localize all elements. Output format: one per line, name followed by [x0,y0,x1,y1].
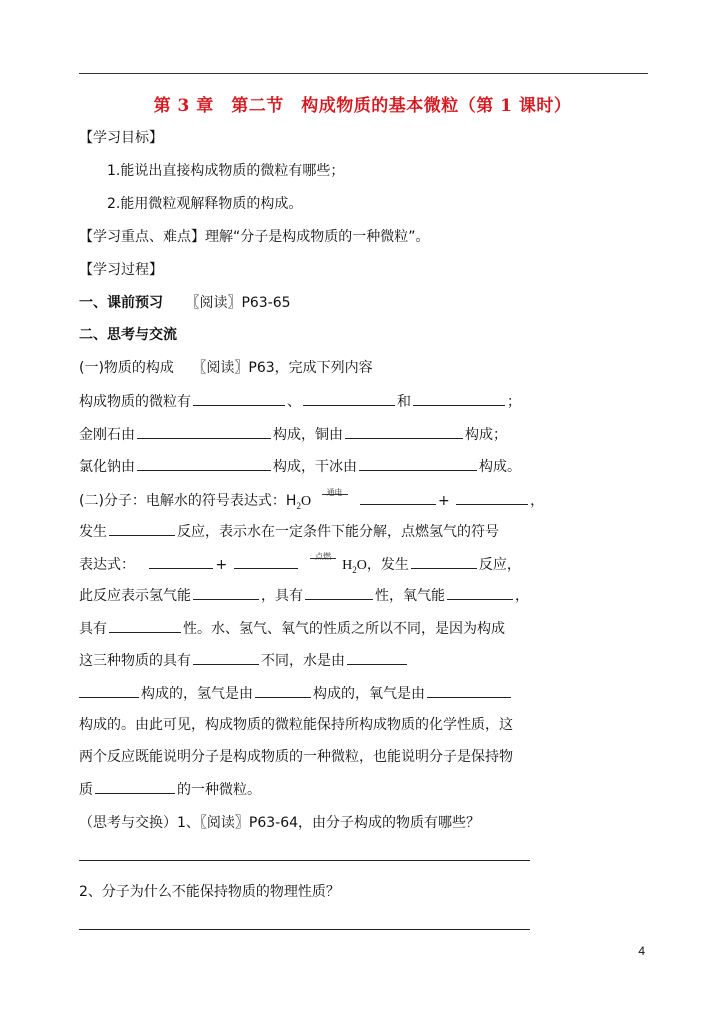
blank-product-1[interactable] [360,490,436,505]
reaction-condition-ignite [310,553,336,569]
answer-line-1[interactable] [79,860,530,861]
text-segment: O [300,494,312,509]
blank-reaction-type-2[interactable] [411,554,477,569]
blank-water-particle[interactable] [347,650,407,665]
section-2-label: 二、思考与交流 [79,327,177,343]
blank-particle-3[interactable] [413,391,505,406]
blank-dry-ice[interactable] [359,456,477,471]
text-segment: 这三种物质的具有 [79,653,191,669]
text-segment: 构成，铜由 [273,427,343,443]
page-number: 4 [638,944,645,958]
blank-difference[interactable] [193,650,259,665]
q2-line-6 [79,650,409,671]
section-1-label: 一、课前预习 [79,295,163,311]
process-header: 【学习过程】 [79,262,163,278]
text-segment: 性。水、氢气、氧气的性质之所以不同，是因为构成 [183,621,505,637]
section-1-text: 〖阅读〗P63-65 [185,295,291,311]
reaction-condition-electrolysis [322,489,348,505]
plus-sign: + [437,493,450,509]
blank-particle-1[interactable] [193,391,285,406]
q2-line-3 [79,553,521,580]
reaction-arrow [322,494,348,495]
text-segment: ； [507,394,521,410]
text-segment: 反应，表示水在一定条件下能分解，点燃氢气的符号 [177,524,499,540]
blank-hydrogen-particle[interactable] [255,683,311,698]
plus-sign: + [215,557,228,573]
goal-1: 1.能说出直接构成物质的微粒有哪些； [107,163,345,179]
text-segment: 构成物质的微粒有 [79,394,191,410]
text-segment: O [356,558,367,573]
answer-line-2[interactable] [79,929,530,930]
text-segment: 金刚石由 [79,427,135,443]
q1-intro: (一)物质的构成 〖阅读〗P63，完成下列内容 [79,360,373,376]
section-1 [79,293,291,313]
blank-reaction-type-1[interactable] [109,521,175,536]
q2-line-4 [79,585,529,606]
blank-reactant-1[interactable] [149,554,213,569]
condition-label: 通电 [326,488,343,497]
text-segment: 具有 [79,621,107,637]
condition-label: 点燃 [315,552,332,561]
text-segment: 构成。 [479,459,521,475]
blank-copper[interactable] [345,424,463,439]
text-segment: 反应， [478,557,521,573]
text-segment: 构成的，氧气是由 [313,686,425,702]
goals-header: 【学习目标】 [79,130,163,146]
text-segment: ， [515,588,529,604]
blank-reactant-2[interactable] [234,554,298,569]
blank-oxygen-ability[interactable] [447,585,513,600]
page-title: 第 3 章 第二节 构成物质的基本微粒（第 1 课时） [153,96,572,116]
text-segment: 、 [287,394,301,410]
subscript: 2 [296,500,301,511]
text-segment: ，具有 [261,588,303,604]
text-segment: (二)分子：电解水的符号表达式：H [79,493,297,509]
text-segment: 构成的，氢气是由 [141,686,253,702]
blank-oxygen-particle[interactable] [427,683,511,698]
text-segment: 不同，水是由 [261,653,345,669]
text-segment: ， [530,493,545,509]
think-question-2: 2、分子为什么不能保持物质的物理性质？ [79,884,340,900]
text-segment: 发生 [79,524,107,540]
q1-line-3 [79,456,521,477]
blank-particle-2[interactable] [303,391,395,406]
text-segment: 性，氧气能 [375,588,445,604]
blank-oxygen-property[interactable] [109,618,181,633]
blank-water-particle-cont[interactable] [79,683,139,698]
think-question-1: （思考与交换）1、〖阅读〗P63-64，由分子构成的物质有哪些？ [79,815,481,831]
blank-diamond[interactable] [137,424,271,439]
text-segment: ，发生 [366,557,409,573]
text-segment: 质 [79,782,93,798]
q2-line-2 [79,521,499,542]
text-segment: 氯化钠由 [79,459,135,475]
q1-line-2 [79,424,507,445]
blank-chemical-property[interactable] [95,779,175,794]
header-rule [79,73,648,74]
subscript: 2 [352,564,357,575]
q2-line-1 [79,489,544,516]
q2-line-8: 构成的。由此可见，构成物质的微粒能保持所构成物质的化学性质，这 [79,717,513,733]
blank-hydrogen-property[interactable] [305,585,373,600]
key-points: 【学习重点、难点】理解“分子是构成物质的一种微粒”。 [79,229,430,245]
text-segment: 表达式： [79,557,135,573]
text-segment: 构成； [465,427,507,443]
text-segment: H [342,558,353,573]
text-segment: 构成，干冰由 [273,459,357,475]
q2-line-5 [79,618,505,639]
text-segment: 和 [397,394,411,410]
blank-salt[interactable] [137,456,271,471]
q2-line-9: 两个反应既能说明分子是构成物质的一种微粒，也能说明分子是保持物 [79,749,513,765]
blank-product-2[interactable] [456,490,528,505]
reaction-arrow [310,558,336,559]
text-segment: 的一种微粒。 [177,782,261,798]
q1-line-1 [79,391,521,412]
goal-2: 2.能用微粒观解释物质的构成。 [107,196,303,212]
text-segment: 此反应表示氢气能 [79,588,191,604]
q2-line-7 [79,683,513,704]
q2-line-10 [79,779,261,800]
blank-hydrogen-ability[interactable] [193,585,259,600]
